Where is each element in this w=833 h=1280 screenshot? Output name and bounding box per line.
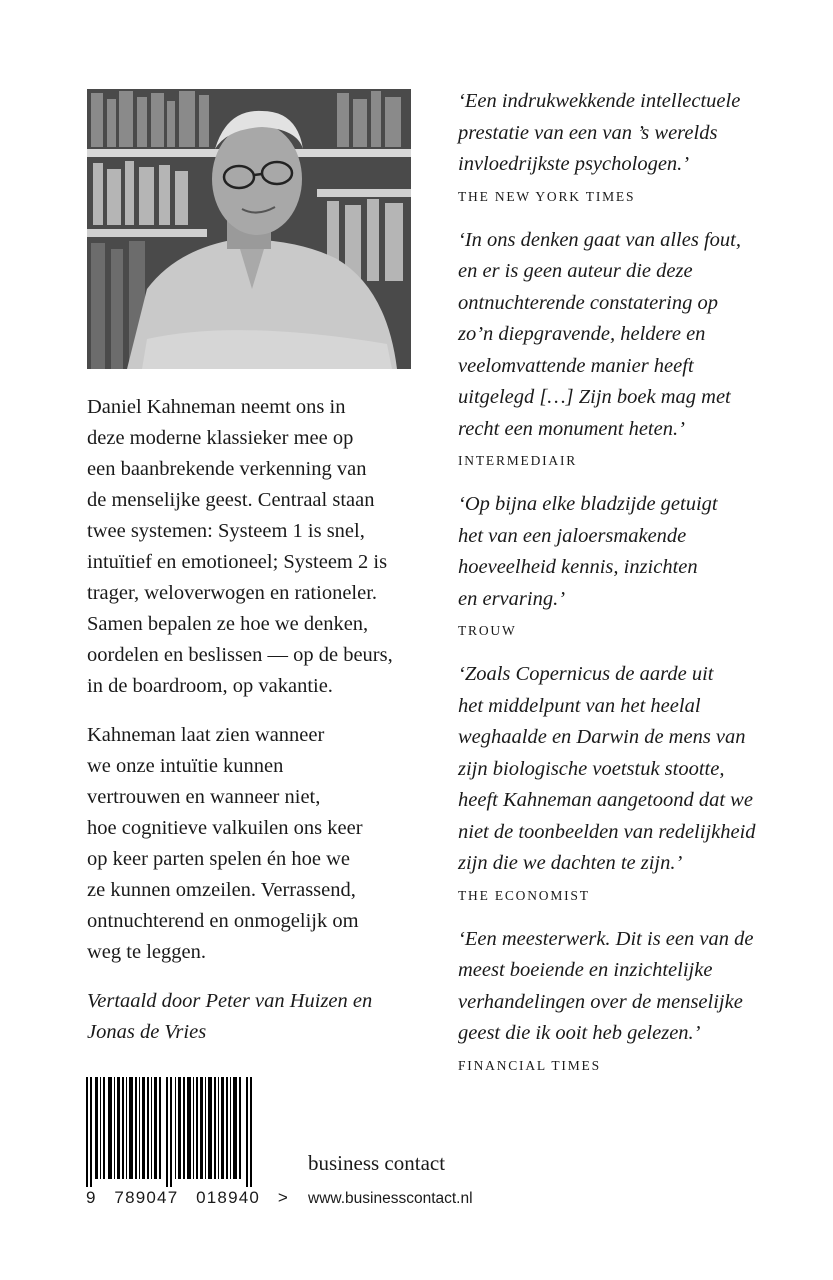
book-description [87, 392, 417, 1066]
quote-nyt [458, 86, 803, 205]
description-paragraph-1: Daniel Kahneman neemt ons in deze moderne klassieker mee op een baanbrekende verkenning van de menselijke geest. Centraal staan twee systemen: Systeem 1 is snel, intuïtief en emotioneel; Systeem 2 is trager, weloverwogen en rationeler. Samen bepalen ze hoe we denken, oordelen en beslissen — op de beurs, in de boardroom, op vakantie. [87, 396, 393, 697]
quote-source: INTERMEDIAIR [458, 453, 578, 468]
quote-text: ‘Op bijna elke bladzijde getuigt het van een jaloersmakende hoeveelheid kennis, inzichten en ervaring.’ [458, 493, 718, 610]
quote-trouw [458, 489, 803, 639]
quote-text: ‘Zoals Copernicus de aarde uit het middelpunt van het heelal weghaalde en Darwin de mens van zijn biologische voetstuk stootte, heeft Kahneman aangetoond dat we niet de toonbeelden van redelijkheid zijn die we dachten te zijn.’ [458, 663, 756, 874]
quote-text: ‘In ons denken gaat van alles fout, en er is geen auteur die deze ontnuchterende constatering op zo’n diepgravende, heldere en veelomvattende manier heeft uitgelegd […] Zijn boek mag met recht een monument heten.’ [458, 228, 741, 440]
author-photo [87, 89, 411, 369]
quote-source: FINANCIAL TIMES [458, 1057, 601, 1073]
translator-credit: Vertaald door Peter van Huizen en Jonas de Vries [87, 990, 373, 1043]
isbn-number: 9 789047 018940 > [86, 1188, 289, 1207]
quote-text: ‘Een meesterwerk. Dit is een van de meest boeiende en inzichtelijke verhandelingen over de menselijke geest die ik ooit heb gelezen.’ [458, 927, 754, 1044]
quote-source: THE NEW YORK TIMES [458, 188, 636, 204]
quote-source: TROUW [458, 623, 517, 638]
description-paragraph-2: Kahneman laat zien wanneer we onze intuïtie kunnen vertrouwen en wanneer niet, hoe cognitieve valkuilen ons keer op keer parten spelen én hoe we ze kunnen omzeilen. Verrassend, ontnuchterend en onmogelijk om weg te leggen. [87, 724, 363, 963]
quote-financial-times [458, 924, 803, 1074]
isbn-barcode [84, 1077, 260, 1187]
publisher-name: business contact [308, 1151, 446, 1175]
quote-intermediair [458, 225, 803, 470]
quote-source: THE ECONOMIST [458, 887, 590, 903]
quote-economist [458, 659, 803, 904]
review-quotes [458, 86, 803, 1094]
quote-text: ‘Een indrukwekkende intellectuele prestatie van een van ’s werelds invloedrijkste psychologen.’ [458, 90, 741, 175]
publisher-url[interactable]: www.businesscontact.nl [308, 1190, 473, 1207]
